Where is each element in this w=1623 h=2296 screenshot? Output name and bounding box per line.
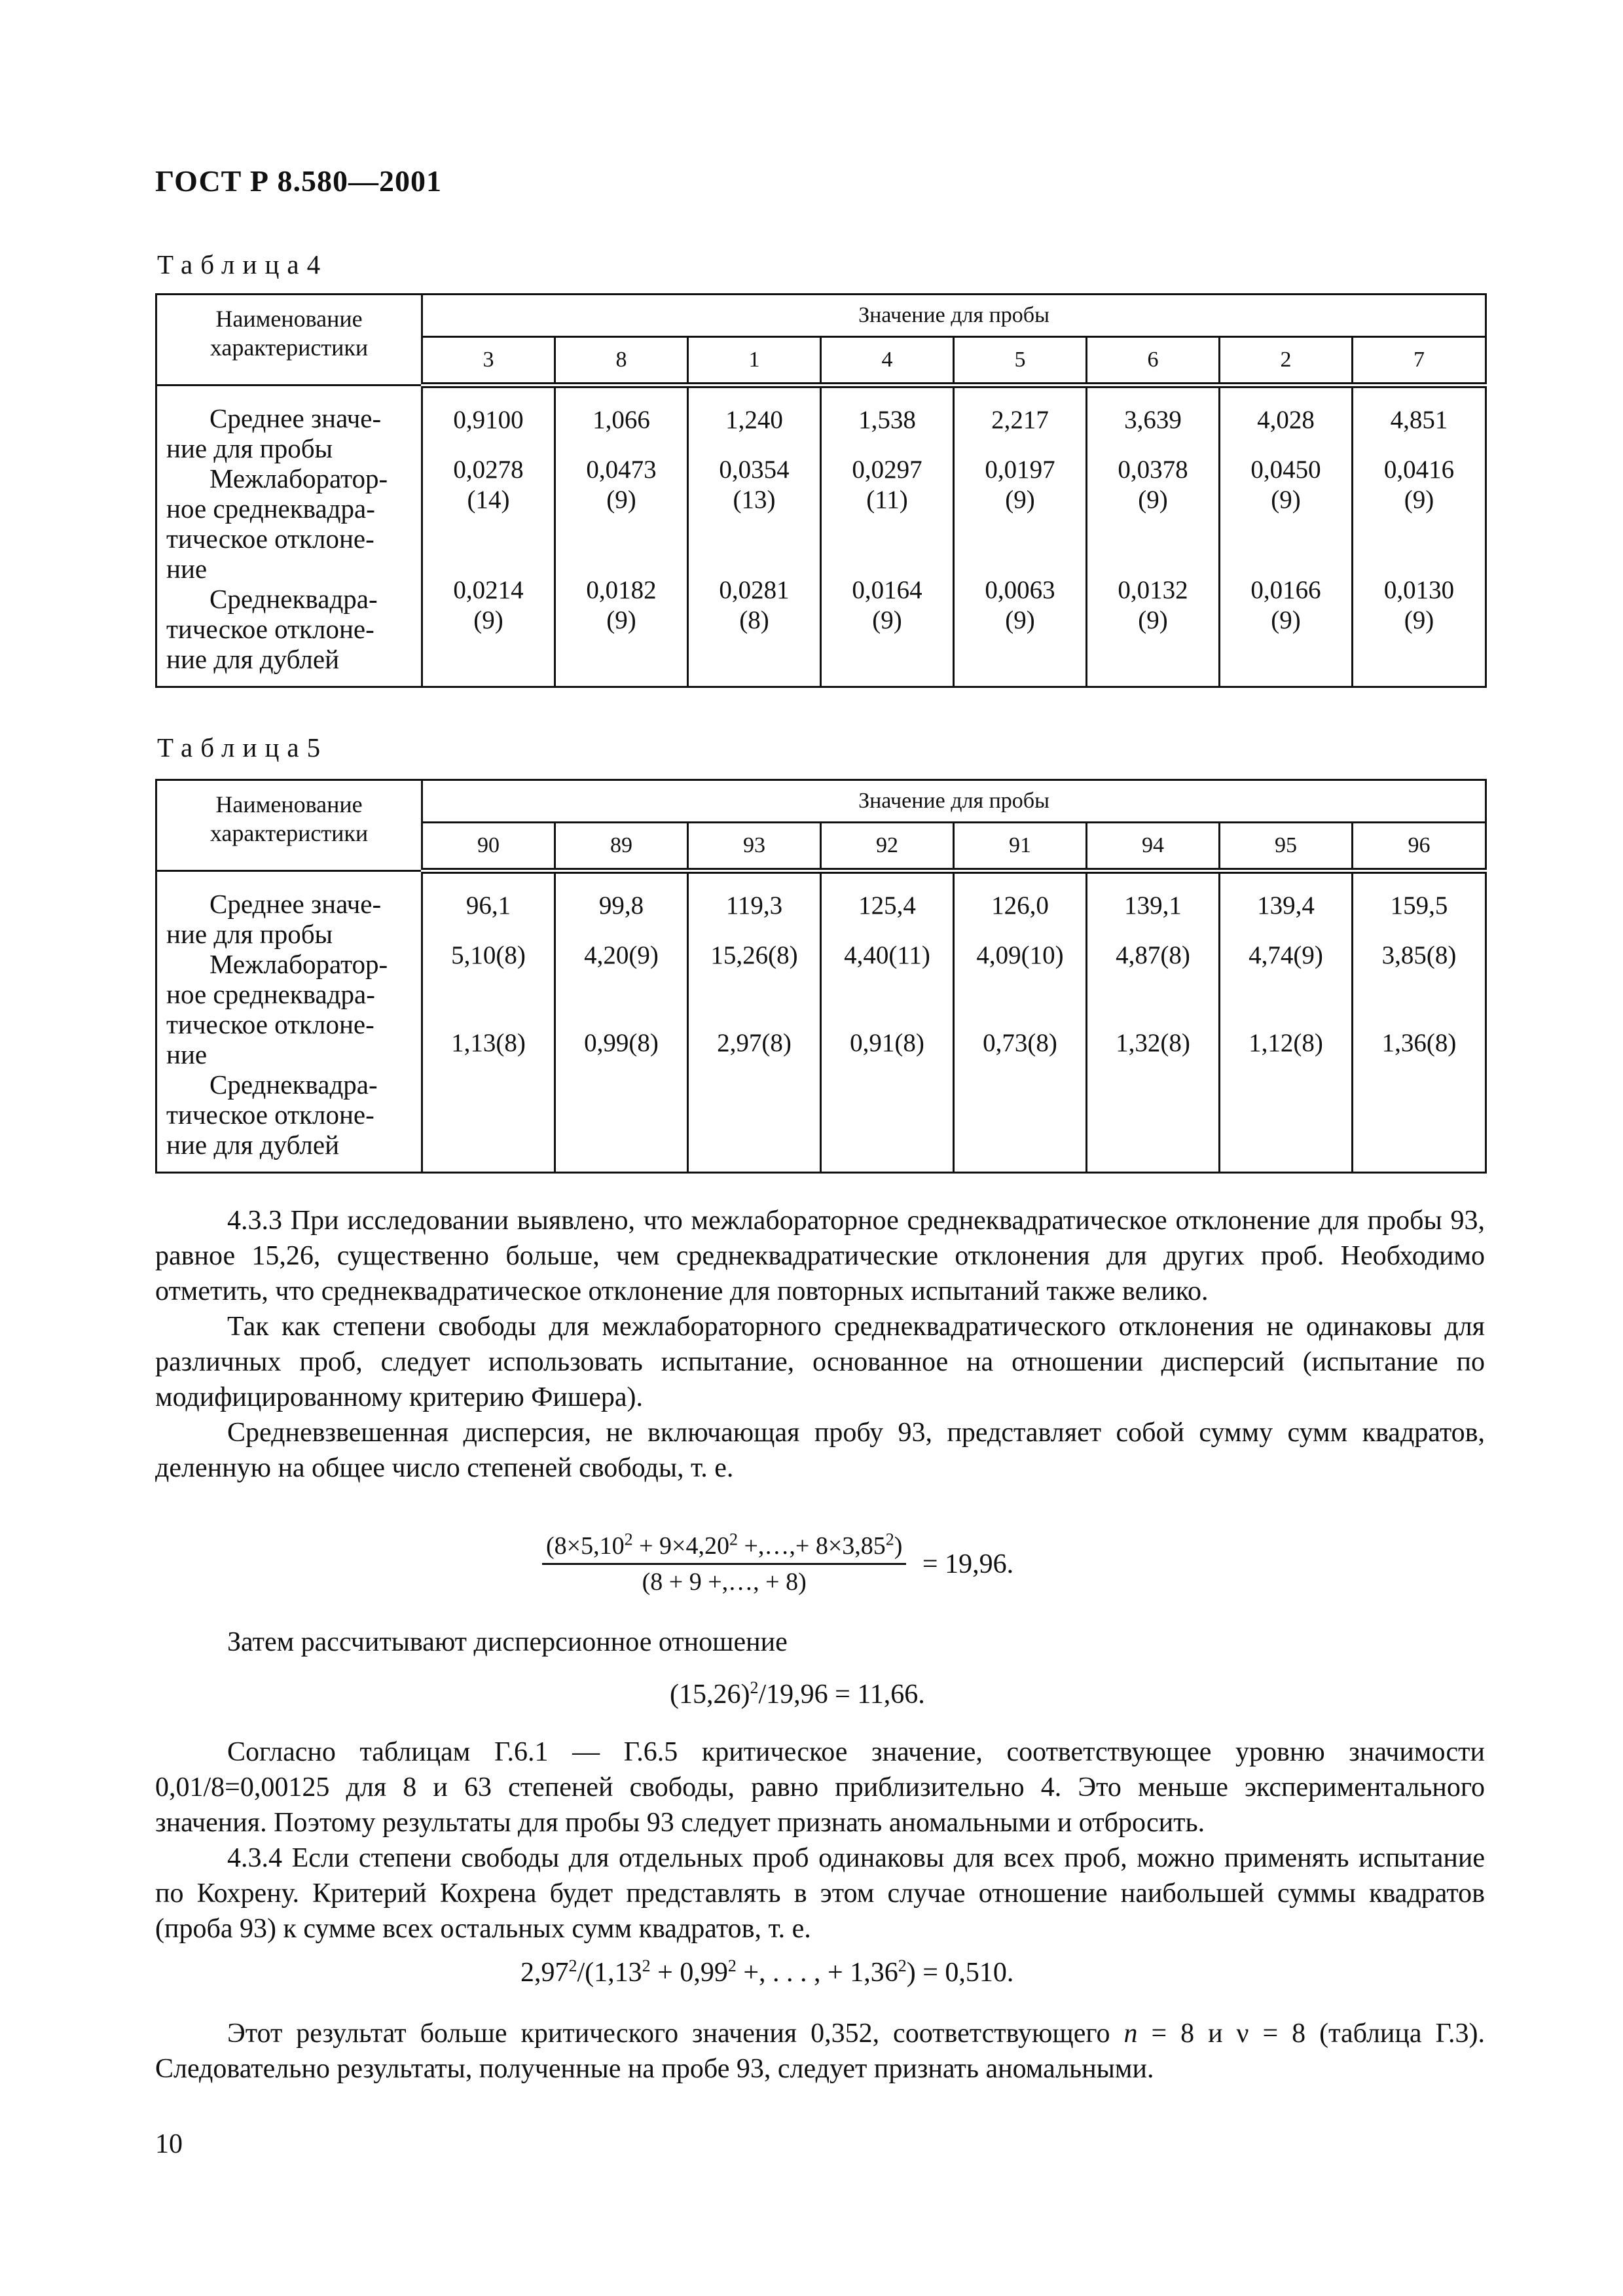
sample-header: 8 xyxy=(555,337,688,386)
sample-header: 94 xyxy=(1087,823,1220,871)
cell-value: 0,0473 xyxy=(586,456,657,484)
cell-value: 4,028 xyxy=(1257,406,1315,434)
cell-value: 0,0197 xyxy=(985,456,1055,484)
sample-header: 89 xyxy=(555,823,688,871)
cell-value: 0,91(8) xyxy=(850,1029,924,1057)
cell-value: 4,40(11) xyxy=(844,941,930,969)
formula-variance-ratio: $(15,26)^2/19,96 = 11,66$. xyxy=(670,1678,925,1710)
cell-value: 1,36(8) xyxy=(1381,1029,1457,1057)
cell-value: 1,066 xyxy=(593,406,650,434)
cell-value: 3,85(8) xyxy=(1381,941,1457,969)
value-column xyxy=(1353,386,1486,687)
value-column xyxy=(688,871,821,1173)
cell-value: 15,26(8) xyxy=(710,941,798,969)
cell-value: 96,1 xyxy=(465,891,511,920)
cell-value: (8) xyxy=(739,606,769,634)
value-column xyxy=(1353,871,1486,1173)
cell-value: 2,97(8) xyxy=(717,1029,792,1057)
paragraph: Согласно таблицам Г.6.1 — Г.6.5 критическое значение, соответствующее уровню значимости 0,01/8=0,00125 для 8 и 63 степеней свободы, равно приблизительно 4. Это меньше экспериментального значения. Поэтому результаты для пробы 93 следует признать аномальными и отбросить. xyxy=(155,1737,1485,1838)
cell-value: 0,99(8) xyxy=(584,1029,659,1057)
value-column xyxy=(688,386,821,687)
cell-value: 4,87(8) xyxy=(1116,941,1190,969)
cell-value: 0,0354 xyxy=(719,456,790,484)
value-column xyxy=(1220,386,1353,687)
value-column xyxy=(821,871,954,1173)
value-header: Значение для пробы xyxy=(422,780,1486,823)
document-header: ГОСТ Р 8.580—2001 xyxy=(155,164,442,198)
sample-header: 7 xyxy=(1353,337,1486,386)
cell-value: 0,0214 xyxy=(453,576,524,604)
cell-value: 139,1 xyxy=(1124,891,1182,920)
sample-header: 93 xyxy=(688,823,821,871)
cell-value: 1,538 xyxy=(858,406,916,434)
value-column xyxy=(954,386,1087,687)
sample-header: 5 xyxy=(954,337,1087,386)
sample-header: 4 xyxy=(821,337,954,386)
table5-caption: Таблица5 xyxy=(157,732,329,762)
cell-value: 2,217 xyxy=(991,406,1049,434)
value-column xyxy=(422,386,555,687)
cell-value: 0,0063 xyxy=(985,576,1055,604)
formula-cochran: $2,97^2/(1,13^2 + 0,99^2$ +, . . . , + $1,36^2) = 0,510$. xyxy=(520,1956,1014,1988)
cell-value: 0,0378 xyxy=(1118,456,1188,484)
cell-value: (13) xyxy=(733,486,776,514)
value-column xyxy=(821,386,954,687)
cell-value: 1,240 xyxy=(725,406,783,434)
cell-value: 0,73(8) xyxy=(983,1029,1057,1057)
body-text-block4 xyxy=(155,2016,1485,2087)
value-header: Значение для пробы xyxy=(422,295,1486,337)
cell-value: 125,4 xyxy=(858,891,916,920)
paragraph: 4.3.3 При исследовании выявлено, что межлабораторное среднеквадратическое отклонение для пробы 93, равное 15,26, существенно больше, чем среднеквадратические отклонения для других проб. Необходимо отметить, что среднеквадратическое отклонение для повторных испытаний также велико. xyxy=(155,1206,1485,1306)
cell-value: (9) xyxy=(1005,486,1035,514)
cell-value: 0,0281 xyxy=(719,576,790,604)
value-column xyxy=(422,871,555,1173)
sample-header: 2 xyxy=(1220,337,1353,386)
value-column xyxy=(1087,871,1220,1173)
cell-value: 0,0450 xyxy=(1250,456,1321,484)
cell-value: 1,13(8) xyxy=(451,1029,526,1057)
fraction-denominator: (8 + 9 +,…, + 8) xyxy=(642,1568,807,1596)
value-column xyxy=(555,386,688,687)
cell-value: 0,0297 xyxy=(852,456,922,484)
sample-header: 90 xyxy=(422,823,555,871)
cell-value: 0,0166 xyxy=(1250,576,1321,604)
cell-value: 1,32(8) xyxy=(1116,1029,1190,1057)
row-labels: Среднее значе- ние для пробы Межлаборатор- ное среднеквадра- тическое отклоне- ние Среднеквадра- тическое отклоне- ние для дублей xyxy=(156,386,422,687)
sample-header: 96 xyxy=(1353,823,1486,871)
cell-value: 1,12(8) xyxy=(1249,1029,1323,1057)
cell-value: 0,0278 xyxy=(453,456,524,484)
cell-value: 4,851 xyxy=(1390,406,1448,434)
value-column xyxy=(1087,386,1220,687)
cell-value: (9) xyxy=(606,606,636,634)
body-text-block3 xyxy=(155,1734,1485,1946)
cell-value: (9) xyxy=(1138,606,1168,634)
cell-value: 4,09(10) xyxy=(976,941,1064,969)
name-header: Наименование характеристики xyxy=(156,295,422,386)
value-column xyxy=(954,871,1087,1173)
fraction xyxy=(542,1532,906,1596)
paragraph: Так как степени свободы для межлабораторного среднеквадратического отклонения не одинаковы для различных проб, следует использовать испытание, основанное на отношении дисперсий (испытание по модифицированному критерию Фишера). xyxy=(155,1312,1485,1412)
cell-value: 5,10(8) xyxy=(451,941,526,969)
cell-value: 126,0 xyxy=(991,891,1049,920)
cell-value: 4,74(9) xyxy=(1249,941,1323,969)
cell-value: 0,0416 xyxy=(1383,456,1455,484)
cell-value: 139,4 xyxy=(1257,891,1315,920)
cell-value: (9) xyxy=(1005,606,1035,634)
name-header: Наименование характеристики xyxy=(156,780,422,871)
body-text-block1 xyxy=(155,1203,1485,1486)
row-labels: Среднее значе- ние для пробы Межлаборатор- ное среднеквадра- тическое отклоне- ние Среднеквадра- тическое отклоне- ние для дублей xyxy=(156,871,422,1173)
cell-value: (9) xyxy=(872,606,902,634)
sample-header: 95 xyxy=(1220,823,1353,871)
paragraph: Этот результат больше критического значения 0,352, соответствующего n = 8 и ν = 8 (таблица Г.3). Следовательно результаты, полученные на пробе 93, следует признать аномальными. xyxy=(155,2018,1486,2084)
cell-value: 99,8 xyxy=(598,891,644,920)
cell-value: 4,20(9) xyxy=(584,941,659,969)
cell-value: 0,0164 xyxy=(852,576,922,604)
formula-weighted-variance xyxy=(542,1532,1013,1596)
paragraph: Средневзвешенная дисперсия, не включающая пробу 93, представляет собой сумму сумм квадратов, деленную на общее число степеней свободы, т. е. xyxy=(155,1418,1485,1483)
sample-header: 91 xyxy=(954,823,1087,871)
cell-value: 0,0130 xyxy=(1383,576,1455,604)
cell-value: 0,0132 xyxy=(1118,576,1188,604)
cell-value: (9) xyxy=(473,606,503,634)
cell-value: 3,639 xyxy=(1124,406,1182,434)
cell-value: 159,5 xyxy=(1390,891,1448,920)
body-text-block2 xyxy=(155,1624,1485,1660)
value-column xyxy=(555,871,688,1173)
table5 xyxy=(155,779,1487,1174)
table4 xyxy=(155,293,1487,688)
paragraph: 4.3.4 Если степени свободы для отдельных проб одинаковы для всех проб, можно применять испытание по Кохрену. Критерий Кохрена будет представлять в этом случае отношение наибольшей суммы квадратов (проба 93) к сумме всех остальных сумм квадратов, т. е. xyxy=(155,1843,1485,1944)
cell-value: (9) xyxy=(606,486,636,514)
cell-value: (9) xyxy=(1404,486,1434,514)
table4-caption: Таблица4 xyxy=(157,249,329,279)
sample-header: 92 xyxy=(821,823,954,871)
sample-header: 1 xyxy=(688,337,821,386)
cell-value: (9) xyxy=(1271,606,1301,634)
paragraph: Затем рассчитывают дисперсионное отношение xyxy=(227,1627,788,1657)
cell-value: 0,9100 xyxy=(453,406,524,434)
page-number: 10 xyxy=(155,2129,183,2159)
cell-value: (9) xyxy=(1138,486,1168,514)
cell-value: (9) xyxy=(1271,486,1301,514)
formula-result: = 19,96. xyxy=(922,1549,1014,1579)
value-column xyxy=(1220,871,1353,1173)
cell-value: 0,0182 xyxy=(586,576,657,604)
cell-value: 119,3 xyxy=(725,891,783,920)
fraction-numerator: ($8\times 5,10^2 + 9\times 4,20^2$ +,…,+ $8\times 3,85^2$) xyxy=(542,1532,906,1565)
sample-header: 3 xyxy=(422,337,555,386)
cell-value: (14) xyxy=(467,486,510,514)
sample-header: 6 xyxy=(1087,337,1220,386)
cell-value: (9) xyxy=(1404,606,1434,634)
cell-value: (11) xyxy=(866,486,908,514)
